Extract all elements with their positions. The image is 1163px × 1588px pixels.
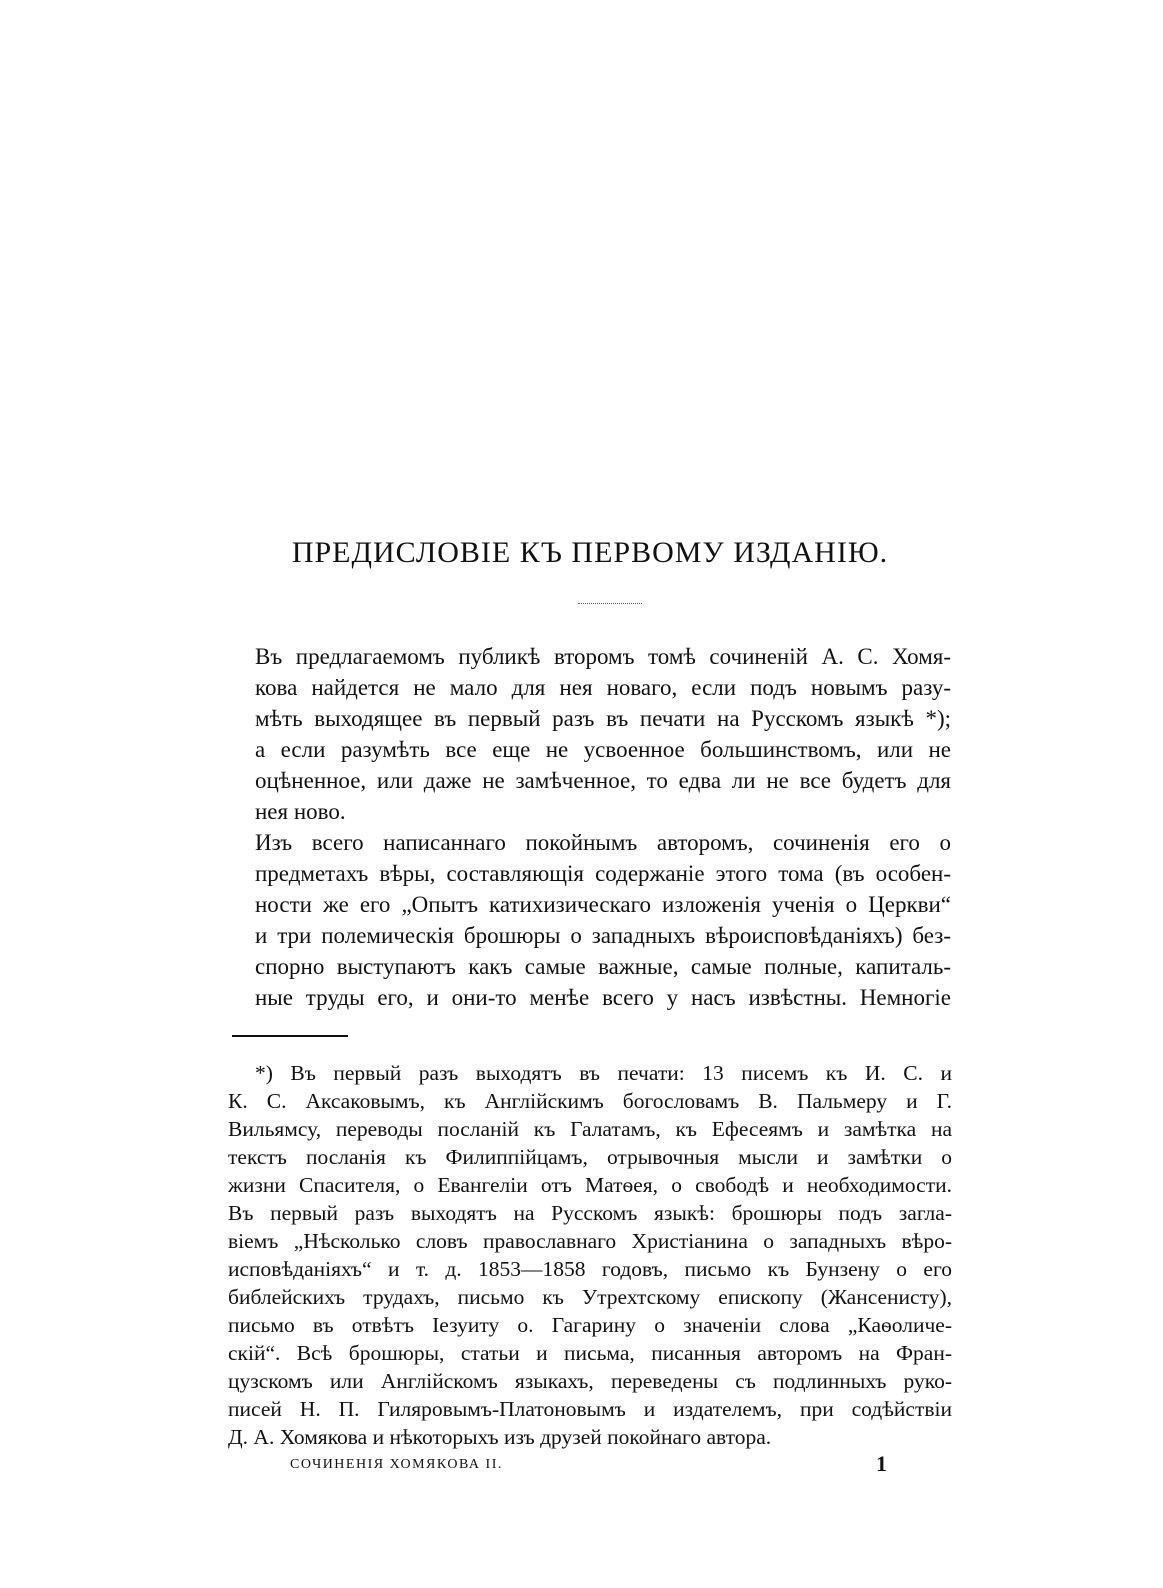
body-line: Въ предлагаемомъ публикѣ второмъ томѣ сочиненій А. С. Хомя- bbox=[255, 644, 951, 669]
body-line: а если разумѣть все еще не усвоенное большинствомъ, или не bbox=[255, 737, 951, 762]
body-line: оцѣненное, или даже не замѣченное, то едва ли не все будетъ для bbox=[255, 768, 951, 793]
footnote-line: письмо въ отвѣтъ Іезуиту о. Гагарину о значеніи слова „Каѳоличе- bbox=[228, 1313, 952, 1337]
printer-signature: СОЧИНЕНІЯ ХОМЯКОВА II. bbox=[290, 1457, 503, 1472]
body-line: нея ново. bbox=[255, 799, 346, 824]
footnote-line: цузскомъ или Англійскомъ языкахъ, переведены съ подлинныхъ руко- bbox=[228, 1369, 952, 1393]
body-line: ные труды его, и они-то менѣе всего у насъ извѣстны. Немногіе bbox=[255, 985, 951, 1010]
body-line: Изъ всего написаннаго покойнымъ авторомъ, сочиненія его о bbox=[255, 830, 951, 855]
footnote-line: Вильямсу, переводы посланій къ Галатамъ, къ Ефесеямъ и замѣтка на bbox=[228, 1117, 952, 1141]
body-line: ности же его „Опытъ катихизическаго изложенія ученія о Церкви“ bbox=[255, 892, 951, 917]
footnote-line: К. С. Аксаковымъ, къ Англійскимъ богословамъ В. Пальмеру и Г. bbox=[228, 1089, 952, 1113]
footnote-separator bbox=[232, 1035, 348, 1037]
footnote-line: жизни Спасителя, о Евангеліи отъ Матѳея, о свободѣ и необходимости. bbox=[228, 1173, 952, 1197]
body-line: спорно выступаютъ какъ самые важные, самые полные, капиталь- bbox=[255, 954, 951, 979]
footnote-line: Д. А. Хомякова и нѣкоторыхъ изъ друзей покойнаго автора. bbox=[228, 1425, 772, 1449]
footnote-line: текстъ посланія къ Филиппійцамъ, отрывочныя мысли и замѣтки о bbox=[228, 1145, 952, 1169]
title-ornament bbox=[578, 603, 642, 606]
page-number: 1 bbox=[876, 1451, 887, 1476]
body-line: и три полемическія брошюры о западныхъ вѣроисповѣданіяхъ) без- bbox=[255, 923, 951, 948]
body-line: предметахъ вѣры, составляющія содержаніе этого тома (въ особен- bbox=[255, 861, 951, 886]
footnote-line: Въ первый разъ выходятъ на Русскомъ языкѣ: брошюры подъ загла- bbox=[228, 1201, 952, 1225]
body-line: мѣть выходящее въ первый разъ въ печати на Русскомъ языкѣ *); bbox=[255, 706, 951, 731]
footnote-line: библейскихъ трудахъ, письмо къ Утрехтскому епископу (Жансенисту), bbox=[228, 1285, 952, 1309]
footnote-line: *) Въ первый разъ выходятъ въ печати: 13 писемъ къ И. С. и bbox=[255, 1061, 952, 1085]
footnote-line: исповѣданіяхъ“ и т. д. 1853—1858 годовъ, письмо къ Бунзену о его bbox=[228, 1257, 952, 1281]
footnote-line: скій“. Всѣ брошюры, статьи и письма, писанныя авторомъ на Фран- bbox=[228, 1341, 952, 1365]
footnote-line: писей Н. П. Гиляровымъ-Платоновымъ и издателемъ, при содѣйствіи bbox=[228, 1397, 952, 1421]
body-line: кова найдется не мало для нея новаго, если подъ новымъ разу- bbox=[255, 675, 951, 700]
footnote-line: віемъ „Нѣсколько словъ православнаго Христіанина о западныхъ вѣро- bbox=[228, 1229, 952, 1253]
page-title: ПРЕДИСЛОВІЕ КЪ ПЕРВОМУ ИЗДАНІЮ. bbox=[291, 536, 889, 569]
